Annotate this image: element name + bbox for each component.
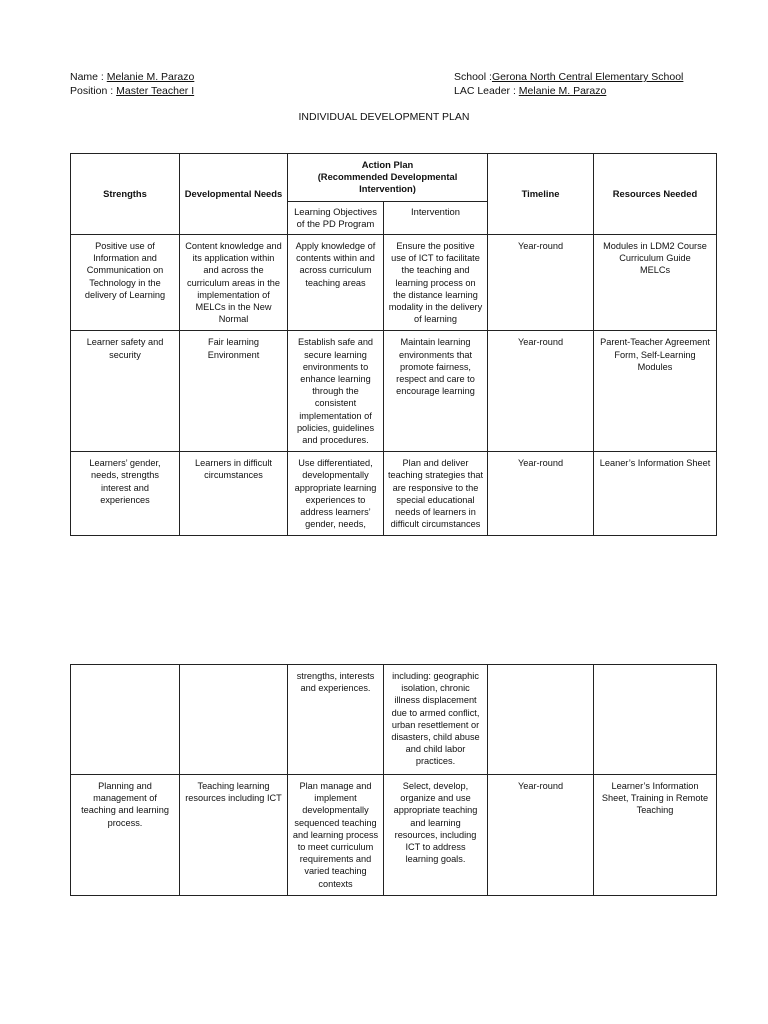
cell-dev-needs xyxy=(180,665,288,775)
development-plan-table-page1 xyxy=(70,153,717,536)
school-label: School : xyxy=(454,71,492,83)
cell-dev-needs: Fair learning Environment xyxy=(180,331,288,452)
position-row xyxy=(70,84,194,98)
cell-resources: Modules in LDM2 Course Curriculum Guide MELCs xyxy=(594,235,717,331)
cell-resources xyxy=(594,665,717,775)
cell-timeline: Year-round xyxy=(488,331,594,452)
name-value: Melanie M. Parazo xyxy=(106,71,195,83)
lac-row xyxy=(454,84,683,98)
document-title: INDIVIDUAL DEVELOPMENT PLAN xyxy=(298,111,470,123)
cell-objectives: strengths, interests and experiences. xyxy=(288,665,384,775)
cell-dev-needs: Content knowledge and its application within and across the curriculum areas in the implementation of MELCs in the New Normal xyxy=(180,235,288,331)
development-plan-table-page2 xyxy=(70,664,717,896)
cell-intervention: including: geographic isolation, chronic illness displacement due to armed conflict, urban resettlement or disasters, child abuse and child labor practices. xyxy=(384,665,488,775)
header-strengths: Strengths xyxy=(71,154,180,235)
cell-objectives: Plan manage and implement developmentally sequenced teaching and learning process to meet curriculum requirements and varied teaching contexts xyxy=(288,775,384,896)
cell-resources: Leaner’s Information Sheet xyxy=(594,452,717,536)
lac-value: Melanie M. Parazo xyxy=(518,85,607,97)
cell-resources: Parent-Teacher Agreement Form, Self-Learning Modules xyxy=(594,331,717,452)
table-row xyxy=(71,331,717,452)
cell-intervention: Select, develop, organize and use appropriate teaching and learning resources, including ICT to address learning goals. xyxy=(384,775,488,896)
header-row xyxy=(71,154,717,202)
header-resources: Resources Needed xyxy=(594,154,717,235)
cell-strengths: Learners’ gender, needs, strengths interest and experiences xyxy=(71,452,180,536)
cell-intervention: Plan and deliver teaching strategies that are responsive to the special educational needs of learners in difficult circumstances xyxy=(384,452,488,536)
lac-label: LAC Leader : xyxy=(454,85,516,97)
header-right xyxy=(454,70,683,98)
cell-objectives: Use differentiated, developmentally appropriate learning experiences to address learners’ gender, needs, xyxy=(288,452,384,536)
header-left xyxy=(70,70,194,98)
table-row xyxy=(71,665,717,775)
position-label: Position : xyxy=(70,85,114,97)
cell-timeline: Year-round xyxy=(488,775,594,896)
cell-timeline xyxy=(488,665,594,775)
cell-timeline: Year-round xyxy=(488,452,594,536)
cell-strengths: Planning and management of teaching and learning process. xyxy=(71,775,180,896)
cell-objectives: Establish safe and secure learning environments to enhance learning through the consistent implementation of policies, guidelines and procedures. xyxy=(288,331,384,452)
table-row xyxy=(71,235,717,331)
name-row xyxy=(70,70,194,84)
cell-dev-needs: Teaching learning resources including ICT xyxy=(180,775,288,896)
name-label: Name : xyxy=(70,71,104,83)
header-action-plan: Action Plan (Recommended Developmental Intervention) xyxy=(288,154,488,202)
table-row xyxy=(71,452,717,536)
header-timeline: Timeline xyxy=(488,154,594,235)
table-row xyxy=(71,775,717,896)
header-dev-needs: Developmental Needs xyxy=(180,154,288,235)
position-value: Master Teacher I xyxy=(116,85,195,97)
header-objectives: Learning Objectives of the PD Program xyxy=(288,201,384,234)
cell-objectives: Apply knowledge of contents within and across curriculum teaching areas xyxy=(288,235,384,331)
cell-resources: Learner’s Information Sheet, Training in Remote Teaching xyxy=(594,775,717,896)
cell-strengths: Positive use of Information and Communication on Technology in the delivery of Learning xyxy=(71,235,180,331)
cell-intervention: Maintain learning environments that promote fairness, respect and care to encourage learning xyxy=(384,331,488,452)
cell-strengths: Learner safety and security xyxy=(71,331,180,452)
cell-strengths xyxy=(71,665,180,775)
header-intervention: Intervention xyxy=(384,201,488,234)
school-row xyxy=(454,70,683,84)
cell-timeline: Year-round xyxy=(488,235,594,331)
cell-dev-needs: Learners in difficult circumstances xyxy=(180,452,288,536)
school-value: Gerona North Central Elementary School xyxy=(491,71,684,83)
cell-intervention: Ensure the positive use of ICT to facilitate the teaching and learning process on the distance learning modality in the delivery of learning xyxy=(384,235,488,331)
